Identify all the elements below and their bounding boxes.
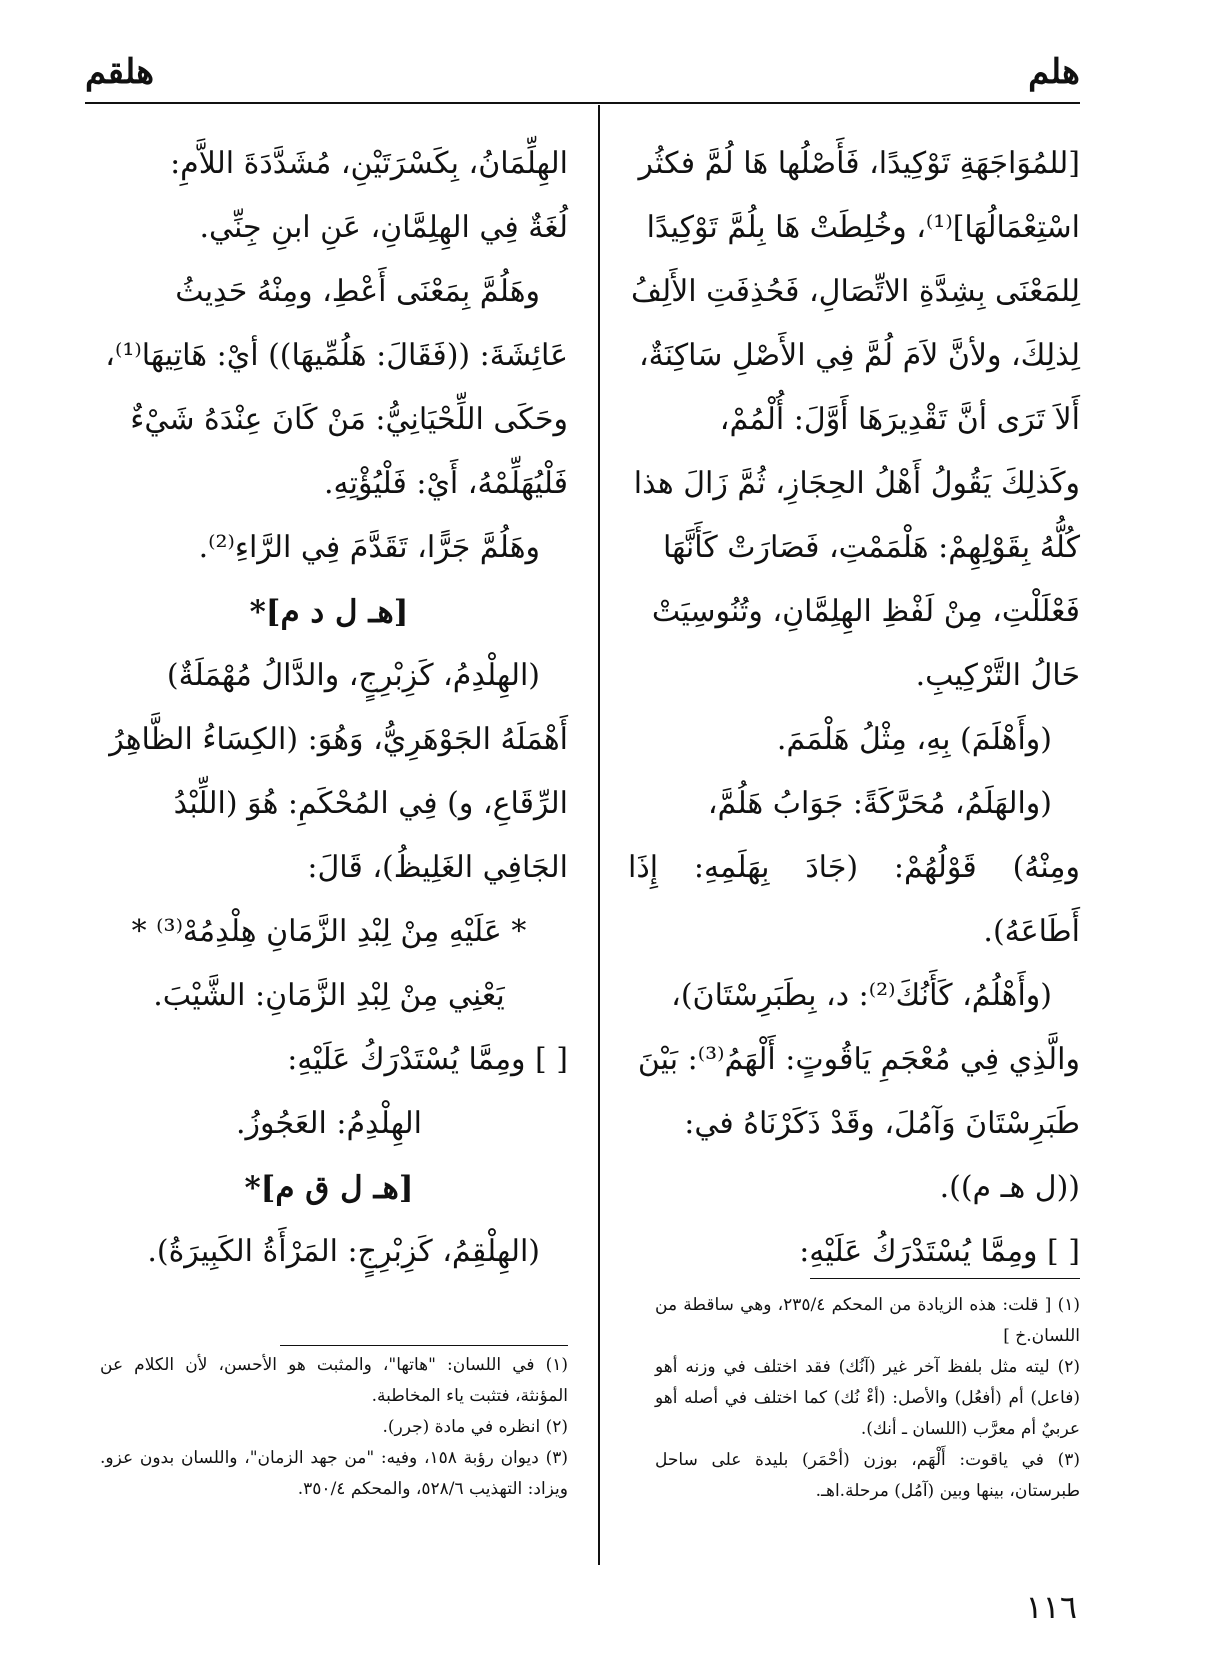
paragraph: الهِلْدِمُ: العَجُوزُ.: [235, 1106, 423, 1141]
text-line: أَلاَ تَرَى أنَّ تَقْدِيرَهَا أَوَّلَ: أُلْمُمْ،: [719, 402, 1080, 437]
header-rule: [85, 102, 1080, 104]
header-entry-left: هلقم: [85, 52, 155, 92]
text-line: (وأَهْلُمُ، كَأَنُكَ⁽²⁾: د، بِطَبَرِسْتَانَ)،: [671, 978, 1052, 1013]
text-line: الجَافِي الغَلِيظُ)، قَالَ:: [307, 850, 568, 885]
text-line: لِلمَعْنَى بِشِدَّةِ الاتِّصَالِ، فَحُذِفَتِ الأَلِفُ: [631, 274, 1080, 309]
paragraph: (وأَهْلَمَ) بِهِ، مِثْلُ هَلْمَمَ.: [776, 722, 1052, 757]
text-line: وكَذلِكَ يَقُولُ أَهْلُ الحِجَازِ، ثُمَّ زَالَ هذا: [633, 466, 1080, 501]
paragraph: وهَلُمَّ جَرًّا، تَقَدَّمَ فِي الرَّاءِ⁽²⁾.: [198, 530, 540, 565]
text-line: أَهْمَلَهُ الجَوْهَرِيُّ، وَهُوَ: (الكِسَاءُ الظَّاهِرُ: [109, 722, 568, 757]
footnote: (٢) ليته مثل بلفظ آخر غير (آنُك) فقد اختلف في وزنه أهو (فاعل) أم (أفعُل) والأصل: (أءْ نُك) كما اختلف في أصله أهو عربيٌ أم معرَّب (اللسان ـ أنك).: [655, 1357, 1080, 1439]
text-line: فَلْيُهَلِّمْهُ، أَيْ: فَلْيُؤْتِهِ.: [324, 466, 568, 501]
footnote: (١) في اللسان: "هاتها"، والمثبت هو الأحسن، لأن الكلام عن المؤنثة، فتثبت ياء المخاطبة.: [100, 1355, 568, 1406]
text-line: [للمُوَاجَهَةِ تَوْكِيدًا، فَأَصْلُها هَا لُمَّ فكثُر: [638, 146, 1080, 181]
footnote: (٢) انظره في مادة (جرر).: [382, 1417, 568, 1437]
text-line: وهَلُمَّ بِمَعْنَى أَعْطِ، ومِنْهُ حَدِيثُ: [175, 274, 540, 309]
text-line: لِذلِكَ، ولأنَّ لاَمَ لُمَّ فِي الأَصْلِ سَاكِنَةٌ،: [639, 338, 1080, 373]
left-column: [90, 132, 568, 1284]
text-line: والَّذِي فِي مُعْجَمِ يَاقُوتٍ: أَلْهَمُ⁽³⁾: بَيْنَ: [637, 1042, 1080, 1077]
paragraph: يَعْنِي مِنْ لِبْدِ الزَّمَانِ: الشَّيْبَ.: [153, 978, 505, 1013]
footnotes-left: [100, 1350, 568, 1505]
page-number: ١١٦: [1025, 1588, 1077, 1626]
mustadrak-line: [ ] ومِمَّا يُسْتَدْرَكُ عَلَيْهِ:: [287, 1042, 568, 1077]
text-line: (الهِلْدِمُ، كَزِبْرِجٍ، والدَّالُ مُهْمَلَةٌ): [166, 658, 540, 693]
footnotes-right: [655, 1290, 1080, 1507]
footnote: (٣) في ياقوت: أَلْهَم، بوزن (أحْمَر) بليدة على ساحل طبرستان، بينها وبين (آمُل) مرحلة.اهـ.: [655, 1450, 1080, 1501]
right-column: [628, 132, 1080, 1284]
text-line: (والهَلَمُ، مُحَرَّكَةً: جَوَابُ هَلُمَّ،: [707, 786, 1052, 821]
text-line: فَعْلَلْتِ، مِنْ لَفْظِ الهِلِمَّانِ، وتُنُوسِيَتْ: [651, 594, 1080, 629]
text-line: طَبَرِسْتَانَ وَآمُلَ، وقَدْ ذَكَرْنَاهُ في:: [684, 1106, 1080, 1141]
text-line: الهِلِّمَانُ، بِكَسْرَتَيْنِ، مُشَدَّدَةَ اللاَّمِ:: [170, 146, 568, 181]
text-line: حَالُ التَّرْكِيبِ.: [915, 658, 1080, 693]
footnote-rule-left: [280, 1345, 568, 1346]
footnote: (١) [ قلت: هذه الزيادة من المحكم ٢٣٥/٤، وهي ساقطة من اللسان.خ ]: [655, 1295, 1081, 1346]
entry-heading: [هـ ل د م]*: [249, 594, 409, 630]
text-line: عَائِشَةَ: ((فَقَالَ: هَلُمِّيهَا)) أيْ: هَاتِيهَا⁽¹⁾،: [105, 338, 568, 373]
text-line: لُغَةٌ فِي الهِلِمَّانِ، عَنِ ابنِ جِنِّي.: [199, 210, 568, 245]
text-line: ((ل هـ م)).: [939, 1170, 1080, 1205]
verse-line: * عَلَيْهِ مِنْ لِبْدِ الزَّمَانِ هِلْدِمُهْ⁽³⁾ *: [131, 914, 527, 949]
text-line: وحَكَى اللِّحْيَانِيُّ: مَنْ كَانَ عِنْدَهُ شَيْءٌ: [130, 402, 568, 437]
entry-heading: [هـ ل ق م]*: [244, 1170, 414, 1206]
footnote: (٣) ديوان رؤبة ١٥٨، وفيه: "من جهد الزمان"، واللسان بدون عزو. ويزاد: التهذيب ٥٢٨/٦، والمحكم ٣٥٠/٤.: [100, 1448, 568, 1499]
footnote-rule-right: [810, 1278, 1080, 1279]
paragraph: (الهِلْقِمُ، كَزِبْرِجٍ: المَرْأَةُ الكَبِيرَةُ).: [147, 1234, 540, 1269]
mustadrak-line: [ ] ومِمَّا يُسْتَدْرَكُ عَلَيْهِ:: [799, 1234, 1080, 1269]
text-line: ومِنْهُ) قَوْلُهُمْ: (جَادَ بِهَلَمِهِ: إِذَا أَطَاعَهُ).: [628, 850, 1080, 949]
header-entry-right: هلم: [1028, 52, 1080, 92]
text-line: الرِّقَاعِ، و) فِي المُحْكَمِ: هُوَ (اللِّبْدُ: [173, 786, 568, 821]
text-line: كُلُّهُ بِقَوْلِهِمْ: هَلْمَمْتِ، فَصَارَتْ كَأَنَّهَا: [662, 530, 1080, 565]
text-line: اسْتِعْمَالُهَا]⁽¹⁾، وخُلِطَتْ هَا بِلُمَّ تَوْكِيدًا: [646, 210, 1080, 245]
column-divider: [598, 105, 600, 1565]
